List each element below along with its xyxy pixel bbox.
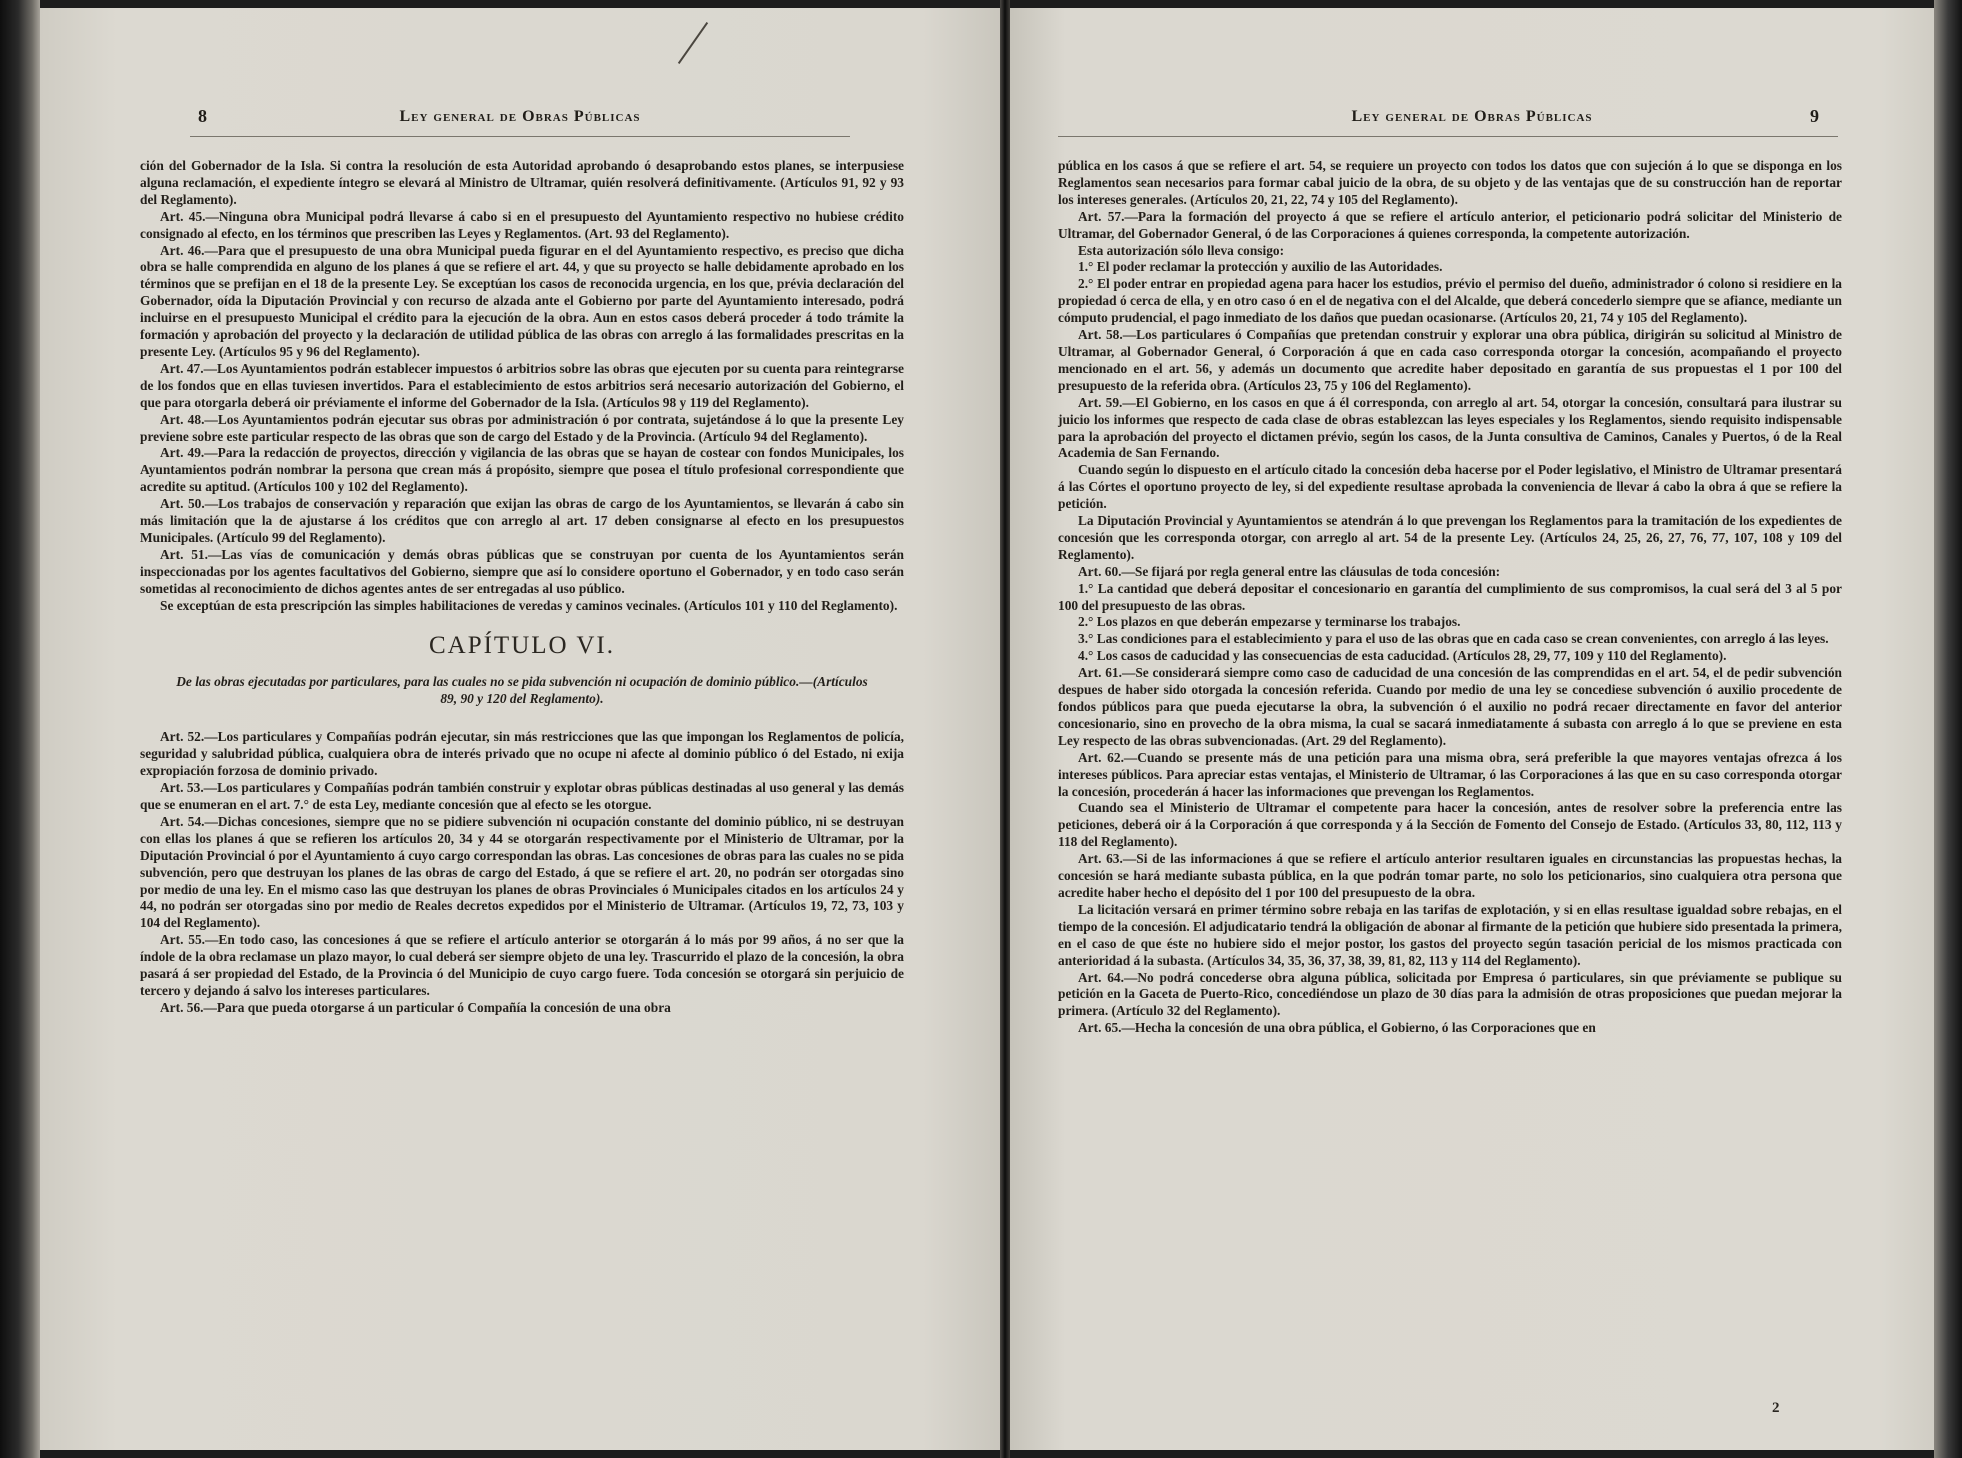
- chapter-title: CAPÍTULO VI.: [428, 632, 616, 660]
- paragraph: 2.° El poder entrar en propiedad agena para hacer los estudios, prévio el permiso del dueño, administrador ó colono si residiere en la propiedad ó cerca de ella, y en otro caso ó en el de negativa con el del Alcalde, que deberá concederlo siempre que se afiance, mediante un cómputo prudencial, el pago inmediato de los daños que puedan ocasionarse. (Artículos 20, 21, 74 y 105 del Reglamento).: [1058, 276, 1842, 326]
- paragraph: ción del Gobernador de la Isla. Si contra la resolución de esta Autoridad aprobando ó desaprobando estos planes, se interpusiese alguna reclamación, el expediente íntegro se elevará al Ministro de Ultramar, quién resolverá definitivamente. (Artículos 91, 92 y 93 del Reglamento).: [140, 158, 904, 207]
- paragraph: 4.° Los casos de caducidad y las consecuencias de esta caducidad. (Artículos 28, 29, 77, 109 y 110 del Reglamento).: [1078, 648, 1727, 664]
- paragraph: Se exceptúan de esta prescripción las simples habilitaciones de veredas y caminos vecinales. (Artículos 101 y 110 del Reglamento).: [160, 597, 898, 613]
- paragraph: Art. 48.—Los Ayuntamientos podrán ejecutar sus obras por administración ó por contrata, sujetándose á lo que la presente Ley previene sobre este particular respecto de las obras que son de cargo del Estado y de la Provincia. (Artículo 94 del Reglamento).: [140, 411, 904, 444]
- paragraph: 2.° Los plazos en que deberán empezarse y terminarse los trabajos.: [1078, 614, 1461, 630]
- left-paragraphs-before: [140, 158, 904, 614]
- book-gutter: [1000, 0, 1010, 1458]
- paragraph: Art. 53.—Los particulares y Compañías podrán también construir y explotar obras públicas destinadas al uso general y las demás que se enumeran en el art. 7.° de esta Ley, mediante concesión que al efecto se les otorgue.: [140, 780, 904, 812]
- paragraph: La Diputación Provincial y Ayuntamientos se atendrán á lo que prevengan los Reglamentos para la tramitación de los expedientes de concesión que les corresponda otorgar, con arreglo al art. 54 de la presente Ley. (Artículos 24, 25, 26, 27, 76, 77, 107, 108 y 109 del Reglamento).: [1058, 513, 1842, 562]
- paragraph: Art. 64.—No podrá concederse obra alguna pública, solicitada por Empresa ó particulares, sin que préviamente se publique su petición en la Gaceta de Puerto-Rico, concediéndose un plazo de 30 días para la admisión de otras proposiciones que puedan mejorar la primera. (Artículo 32 del Reglamento).: [1058, 969, 1842, 1019]
- book-edge-left: [0, 0, 40, 1458]
- right-page: [1010, 8, 1934, 1450]
- left-paragraphs-after: [140, 729, 904, 1016]
- paragraph: Art. 63.—Si de las informaciones á que se refiere el artículo anterior resultaren iguales en circunstancias las propuestas hechas, la concesión se hará mediante subasta pública, en la que podrán tomar parte, no solo los peticionarios, sino cualquiera otra persona que acredite haber hecho el depósito del 1 por 100 del presupuesto de la obra.: [1058, 851, 1842, 900]
- left-page-body: [140, 158, 904, 1017]
- left-page-number: 8: [198, 106, 207, 126]
- paragraph: Art. 56.—Para que pueda otorgarse á un particular ó Compañía la concesión de una obra: [160, 999, 671, 1015]
- right-header-rule: [1058, 136, 1838, 137]
- paragraph: Art. 59.—El Gobierno, en los casos en que á él corresponda, con arreglo al art. 54, otorgar la concesión, consultará para ilustrar su juicio los informes que respecto de cada clase de obras establezcan las leyes especiales y los Reglamentos, siendo requisito indispensable para la aprobación del proyecto el dictamen prévio, según los casos, de la Junta consultiva de Caminos, Canales y Puertos, ó de la Real Academia de San Fernando.: [1058, 394, 1842, 461]
- right-page-body: [1058, 158, 1842, 1037]
- paragraph: Art. 50.—Los trabajos de conservación y reparación que exijan las obras de cargo de los Ayuntamientos, se llevarán á cabo sin más limitación que la de ajustarse á los créditos que con arreglo al art. 17 deben consignarse al efecto en los presupuestos Municipales. (Artículo 99 del Reglamento).: [140, 496, 904, 545]
- chapter-subtitle: De las obras ejecutadas por particulares, para las cuales no se pida subvención ni ocupación de dominio público.—(Artículos 89, 90 y 120 del Reglamento).: [176, 674, 868, 707]
- paragraph: Art. 60.—Se fijará por regla general entre las cláusulas de toda concesión:: [1078, 563, 1501, 579]
- paragraph: Esta autorización sólo lleva consigo:: [1078, 242, 1285, 258]
- paragraph: Art. 61.—Se considerará siempre como caso de caducidad de una concesión de las comprendidas en el art. 54, el de pedir subvención despues de haber sido otorgada la concesión referida. Cuando por medio de una ley se concediese subvención ó auxilio procedente de fondos públicos para que pueda ejecutarse la obra, la subvención ó el auxilio no podrá recaer directamente en favor del anterior concesionario, sino en provecho de la obra misma, la cual se sacará inmediatamente á subasta con arreglo á lo que se previene en esta Ley respecto de las obras subvencionadas. (Art. 29 del Reglamento).: [1058, 665, 1842, 748]
- book-edge-right: [1934, 0, 1962, 1458]
- paragraph: pública en los casos á que se refiere el art. 54, se requiere un proyecto con todos los datos que con sujeción á lo que se disponga en los Reglamentos sean necesarios para formar cabal juicio de la obra, de su objeto y de las ventajas que de su construcción han de reportar los intereses generales. (Artículos 20, 21, 22, 74 y 105 del Reglamento).: [1058, 158, 1842, 207]
- paragraph: Art. 51.—Las vías de comunicación y demás obras públicas que se construyan por cuenta de los Ayuntamientos serán inspeccionadas por los agentes facultativos del Gobierno, siempre que así lo considere oportuno el Gobernador, y en todo caso serán sometidas al reconocimiento de dichos agentes antes de ser entregadas al uso público.: [140, 546, 904, 596]
- left-header-rule: [190, 136, 850, 137]
- ink-stroke-mark: [678, 22, 708, 64]
- paragraph: Art. 55.—En todo caso, las concesiones á que se refiere el artículo anterior se otorgarán á lo más por 99 años, á no ser que la índole de la obra reclamase un plazo mayor, lo cual deberá ser siempre objeto de una ley. Trascurrido el plazo de la concesión, la obra pasará á ser propiedad del Estado, de la Provincia ó del Municipio de cuyo cargo fuere. Toda concesión se otorgará sin perjuicio de tercero y dejando á salvo los intereses particulares.: [140, 932, 904, 998]
- paragraph: Art. 49.—Para la redacción de proyectos, dirección y vigilancia de las obras que se hayan de costear con fondos Municipales, los Ayuntamientos podrán nombrar la persona que crean más á propósito, siempre que posea el título profesional correspondiente que acredite su aptitud. (Artículos 100 y 102 del Reglamento).: [140, 445, 904, 495]
- paragraph: Art. 58.—Los particulares ó Compañías que pretendan construir y explorar una obra pública, dirigirán su solicitud al Ministro de Ultramar, al Gobernador General, ó Corporación á que en cada caso corresponda otorgar la concesión, acompañando el proyecto mencionado en el art. 56, y además un documento que acredite haber depositado en garantía de sus propuestas el 1 por 100 del presupuesto de la referida obra. (Artículos 23, 75 y 106 del Reglamento).: [1058, 327, 1842, 393]
- paragraph: Art. 54.—Dichas concesiones, siempre que no se pidiere subvención ni ocupación constante del dominio público, ni se destruyan con ellas los planes á que se refieren los artículos 20, 34 y 44 se otorgarán respectivamente por el Ministerio de Ultramar, por la Diputación Provincial ó por el Ayuntamiento á cuyo cargo correspondan las obras. Las concesiones de obras para las cuales no se pida subvención, pero que destruyan los planes de las obras de cargo del Estado, á que se refiere el art. 20, no podrán ser otorgadas sino por medio de una ley. En el mismo caso las que destruyan los planes de obras Provinciales ó Municipales citados en los artículos 24 y 44, no podrán ser otorgadas sino por medio de Reales decretos expedidos por el Ministerio de Ultramar. (Artículos 19, 72, 73, 103 y 104 del Reglamento).: [140, 813, 904, 931]
- right-running-head: Ley general de Obras Públicas: [1351, 108, 1593, 125]
- paragraph: 1.° El poder reclamar la protección y auxilio de las Autoridades.: [1078, 259, 1443, 275]
- left-page: [40, 8, 1000, 1450]
- paragraph: Cuando según lo dispuesto en el artículo citado la concesión deba hacerse por el Poder legislativo, el Ministro de Ultramar presentará á las Córtes el oportuno proyecto de ley, si del expediente resultase aprobada la conveniencia de llevar á cabo la obra á que se refiere la petición.: [1058, 462, 1842, 512]
- paragraph: Art. 46.—Para que el presupuesto de una obra Municipal pueda figurar en el del Ayuntamiento respectivo, es preciso que dicha obra se halle comprendida en alguno de los planes á que se refiere el art. 44, y que su proyecto se halle debidamente aprobado en los términos que se prefijan en el 18 de la presente Ley. Se exceptúan los casos de reconocida urgencia, en los que, prévia declaración del Gobernador, oída la Diputación Provincial y con recurso de alzada ante el Gobierno por parte del Ayuntamiento interesado, podrá incluirse en el presupuesto Municipal el crédito para la ejecución de la obra. Aun en estos casos deberá proceder á todo trámite la formación y aprobación del proyecto y la declaración de utilidad pública de las obras con arreglo á las formalidades prescritas en la presente Ley. (Artículos 95 y 96 del Reglamento).: [140, 242, 904, 359]
- paragraph: 1.° La cantidad que deberá depositar el concesionario en garantía del cumplimiento de sus compromisos, la cual será del 3 al 5 por 100 del presupuesto de las obras.: [1058, 580, 1842, 613]
- paragraph: Art. 45.—Ninguna obra Municipal podrá llevarse á cabo si en el presupuesto del Ayuntamiento respectivo no hubiese crédito consignado al efecto, en los términos que prescriben las Leyes y Reglamentos. (Art. 93 del Reglamento).: [140, 208, 904, 241]
- signature-mark: 2: [1772, 1400, 1780, 1416]
- paragraph: Art. 57.—Para la formación del proyecto á que se refiere el artículo anterior, el peticionario podrá solicitar del Ministerio de Ultramar, del Gobernador General, ó de las Corporaciones á quienes corresponda, la competente autorización.: [1058, 208, 1842, 241]
- right-paragraphs: [1058, 158, 1842, 1037]
- paragraph: Art. 65.—Hecha la concesión de una obra pública, el Gobierno, ó las Corporaciones que en: [1078, 1020, 1596, 1036]
- right-page-number: 9: [1810, 106, 1819, 126]
- paragraph: Cuando sea el Ministerio de Ultramar el competente para hacer la concesión, antes de resolver sobre la preferencia entre las peticiones, deberá oir á la Corporación á que corresponda y á la Sección de Fomento del Consejo de Estado. (Artículos 33, 80, 112, 113 y 118 del Reglamento).: [1058, 800, 1842, 850]
- paragraph: La licitación versará en primer término sobre rebaja en las tarifas de explotación, y si en ellas resultase igualdad sobre rebajas, en el tiempo de la concesión. El adjudicatario tendrá la obligación de abonar al firmante de la petición que hubiere sido presentada la primera, en el caso de que éste no hubiere sido el mejor postor, los gastos del proyecto según tasación pericial de los mismos practicada con anterioridad á la subasta. (Artículos 34, 35, 36, 37, 38, 39, 81, 82, 113 y 114 del Reglamento).: [1058, 901, 1842, 968]
- paragraph: Art. 62.—Cuando se presente más de una petición para una misma obra, será preferible la que mayores ventajas ofrezca á los intereses públicos. Para apreciar estas ventajas, el Ministerio de Ultramar, ó las Corporaciones á las que en su caso corresponda otorgar la concesión, procederán á hacer las informaciones que prevengan los Reglamentos.: [1058, 749, 1842, 799]
- paragraph: 3.° Las condiciones para el establecimiento y para el uso de las obras que en cada caso se crean convenientes, con arreglo á las leyes.: [1078, 631, 1829, 647]
- paragraph: Art. 52.—Los particulares y Compañías podrán ejecutar, sin más restricciones que las que impongan los Reglamentos de policía, seguridad y salubridad pública, cualquiera obra de interés privado que no ocupe ni afecte al dominio público ó del Estado, ni exija expropiación forzosa de dominio privado.: [140, 729, 904, 779]
- paragraph: Art. 47.—Los Ayuntamientos podrán establecer impuestos ó arbitrios sobre las obras que ejecuten por su cuenta para reintegrarse de los fondos que en ellas tuviesen invertidos. Para el establecimiento de estos arbitrios será necesario autorización del Gobierno, el que para otorgarla deberá oir préviamente el informe del Gobernador de la Isla. (Artículos 98 y 119 del Reglamento).: [140, 360, 904, 410]
- left-running-head: Ley general de Obras Públicas: [399, 108, 641, 125]
